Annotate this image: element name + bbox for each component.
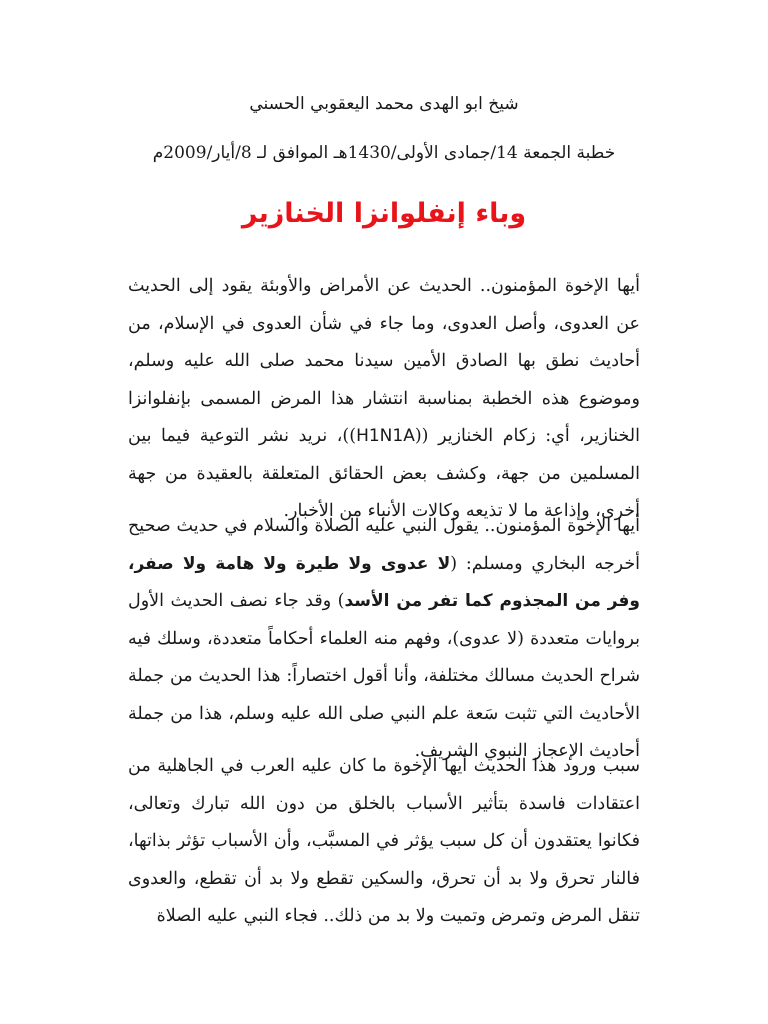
paragraph-1-text-a: أيها الإخوة المؤمنون.. الحديث عن الأمراض والأوبئة يقود إلى الحديث عن العدوى، وأصل العدوى، وما جاء في شأن العدوى في الإسلام، من أحاديث نطق بها الصادق الأمين سيدنا محمد صلى الله عليه وسلم، وموضوع هذه الخطبة بمناسبة انتشار هذا المرض المسمى بإنفلوانزا الخنازير، أي: زكام الخنازير ((: [128, 276, 640, 446]
paragraph-3-text: سبب ورود هذا الحديث أيها الإخوة ما كان عليه العرب في الجاهلية من اعتقادات فاسدة بتأثير الأسباب بالخلق من دون الله تبارك وتعالى، فكانوا يعتقدون أن كل سبب يؤثر في المسبَّب، وأن الأسباب تؤثر بذاتها، فالنار تحرق ولا بد أن تحرق، والسكين تقطع ولا بد أن تقطع، والعدوى تنقل المرض وتمرض وتميت ولا بد من ذلك.. فجاء النبي عليه الصلاة: [128, 756, 640, 926]
sermon-date-line: خطبة الجمعة 14/جمادى الأولى/1430هـ الموافق لـ 8/أيار/2009م: [152, 143, 616, 163]
paragraph-3: [128, 748, 640, 936]
paragraph-2: [128, 508, 640, 771]
sermon-title: وباء إنفلوانزا الخنازير: [241, 198, 527, 229]
paragraph-2-text-a: أيها الإخوة المؤمنون.. يقول النبي عليه الصلاة والسلام في حديث صحيح أخرجه البخاري ومسلم: (: [128, 516, 641, 574]
author-line: شيخ ابو الهدى محمد اليعقوبي الحسني: [249, 94, 519, 114]
paragraph-2-text-b: ) وقد جاء نصف الحديث الأول بروايات متعددة (لا عدوى)، وفهم منه العلماء أحكاماً متعددة، وسلك فيه شراح الحديث مسالك مختلفة، وأنا أقول اختصاراً: هذا الحديث من جملة الأحاديث التي تثبت سَعة علم النبي صلى الله عليه وسلم، هذا من جملة أحاديث الإعجاز النبوي الشريف.: [128, 591, 640, 761]
paragraph-1-text-b: ))، نريد نشر التوعية فيما بين المسلمين من جهة، وكشف بعض الحقائق المتعلقة بالعقيدة من جهة أخرى، وإذاعة ما لا تذيعه وكالات الأنباء من الأخبار.: [128, 426, 640, 521]
hadith-quote: لا عدوى ولا طيرة ولا هامة ولا صفر، وفر من المجذوم كما تفر من الأسد: [128, 553, 640, 611]
paragraph-1: [128, 268, 640, 531]
virus-code: H1N1A: [356, 426, 415, 446]
